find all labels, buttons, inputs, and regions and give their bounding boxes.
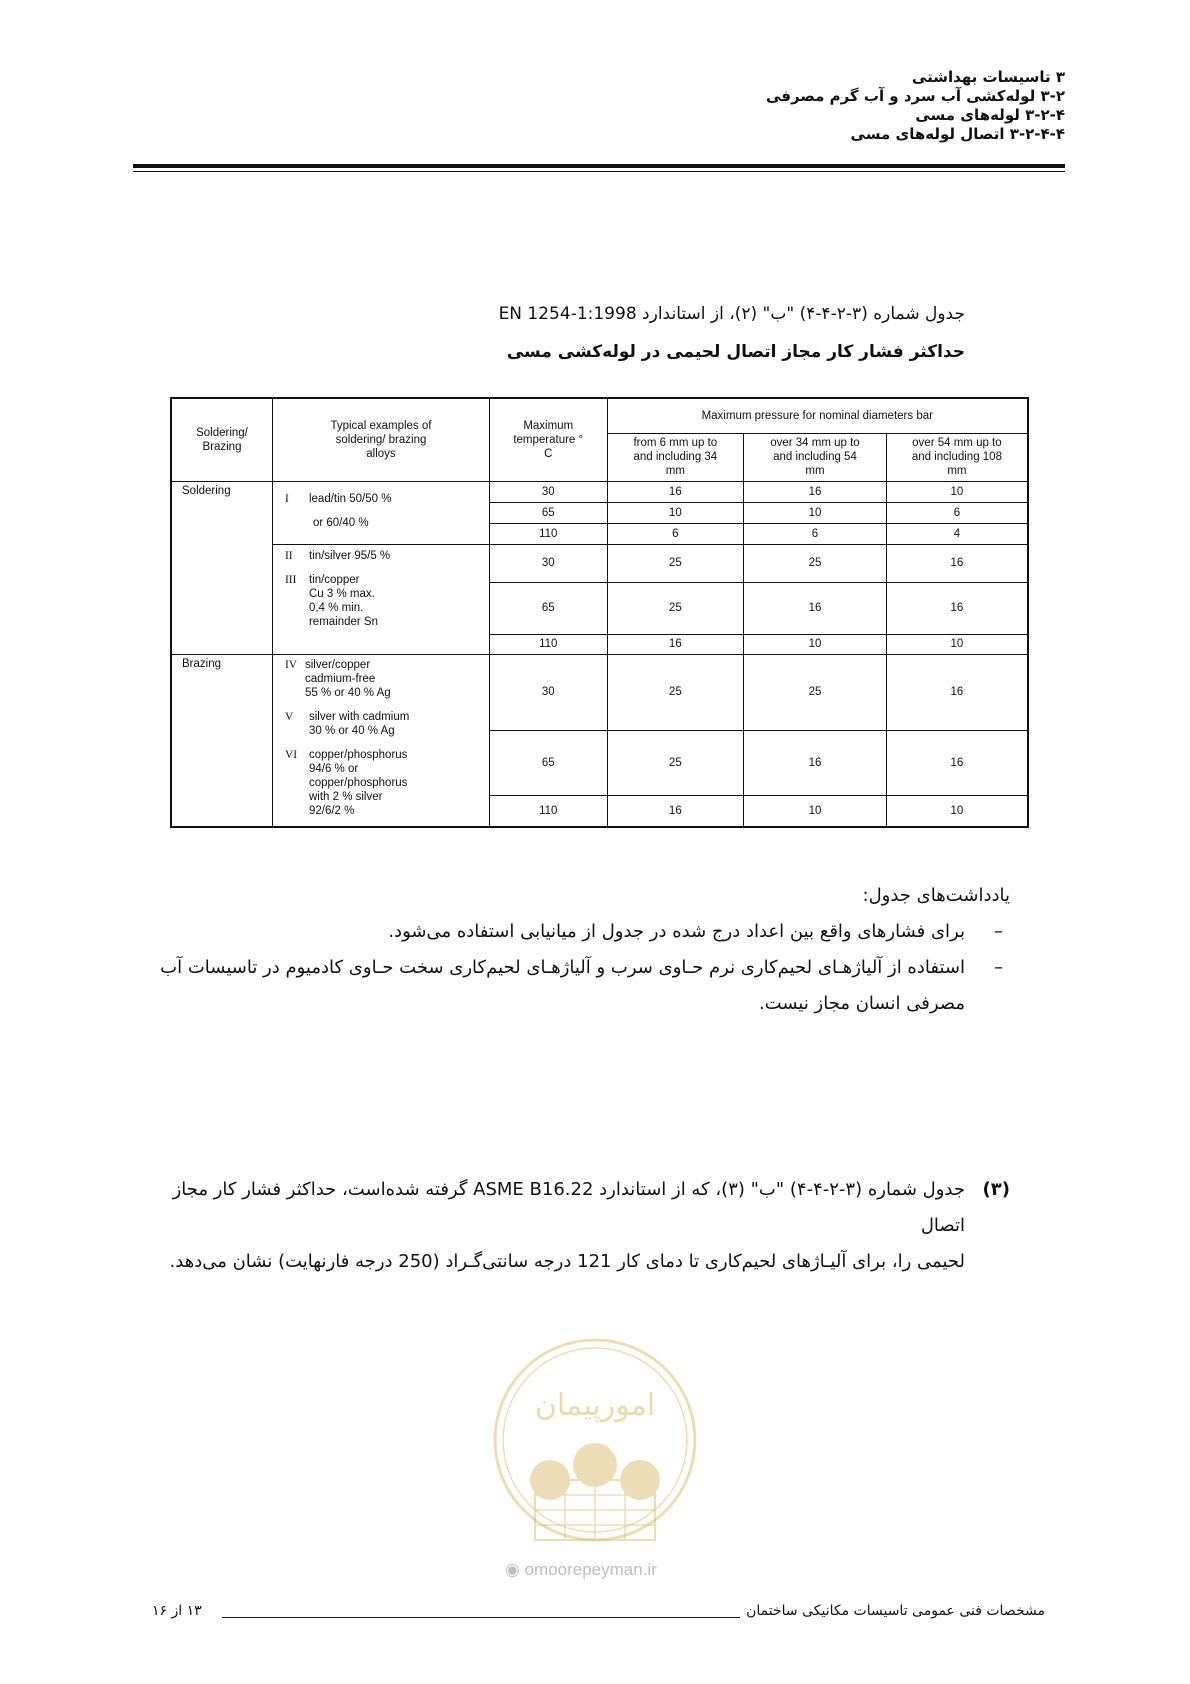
footer-rule (222, 1617, 740, 1618)
alloy-3-roman: III (284, 573, 297, 586)
table-cell: 110 (489, 523, 607, 544)
table-cell: 10 (886, 634, 1028, 654)
header-diameter-col1: from 6 mm up to and including 34 mm (607, 433, 744, 481)
notes-title: یادداشت‌های جدول: (862, 885, 1010, 906)
section-header (766, 68, 1065, 144)
header-line-3: ۳-۲-۴ لوله‌های مسی (915, 106, 1065, 124)
table-cell: 10 (886, 481, 1028, 502)
watermark-logo-text: امورپیمان (534, 1388, 656, 1423)
table-cell: 10 (744, 634, 887, 654)
watermark-globe-icon: ◉ (505, 1560, 520, 1579)
table-cell: 30 (489, 544, 607, 582)
note-2-line-1: استفاده از آلیاژهـای لحیم‌کاری نرم حـاوی سرب و آلیاژهـای لحیم‌کاری سخت حـاوی کادمیوم در تاسیسات آب (160, 957, 965, 978)
watermark-url (505, 1560, 657, 1580)
note-1-text: برای فشارهای واقع بین اعداد درج شده در جدول از میانیابی استفاده می‌شود. (388, 921, 965, 942)
table-cell: 16 (607, 795, 744, 827)
header-rule-thin (133, 171, 1065, 172)
header-max-temperature: Maximum temperature ° C (489, 398, 607, 481)
group-soldering: Soldering (171, 481, 272, 654)
table-cell: 16 (744, 730, 887, 795)
header-line-2: ۳-۲ لوله‌کشی آب سرد و آب گرم مصرفی (765, 87, 1065, 105)
alloy-5-text: silver with cadmium 30 % or 40 % Ag (308, 710, 410, 737)
table-cell: 16 (744, 582, 887, 634)
alloy-4-text: silver/copper cadmium-free 55 % or 40 % Ag (304, 658, 391, 699)
table-cell: 16 (886, 730, 1028, 795)
header-rule-thick (133, 164, 1065, 168)
table-cell: 110 (489, 795, 607, 827)
paragraph-line-1: جدول شماره (۳-۲-۴-۴) "ب" (۳)، که از استاندارد ASME B16.22 گرفته شده‌است، حداکثر فشار کار مجاز اتصال (172, 1179, 965, 1236)
table-caption-number: جدول شماره (۳-۲-۴-۴) "ب" (۲)، از استاندارد EN 1254-1:1998 (498, 304, 965, 324)
table-cell: 16 (607, 481, 744, 502)
table-cell: 25 (607, 582, 744, 634)
table-cell: 25 (607, 544, 744, 582)
table-cell: 25 (607, 730, 744, 795)
table-cell: 16 (607, 634, 744, 654)
table-cell: 65 (489, 730, 607, 795)
alloy-5-roman: V (284, 710, 294, 723)
alloy-6-text: copper/phosphorus 94/6 % or copper/phosphorus with 2 % silver 92/6/2 % (308, 748, 408, 817)
paragraph-3 (125, 1172, 965, 1280)
table-cell: 6 (886, 502, 1028, 523)
paragraph-number: (۳) (982, 1179, 1010, 1200)
table-cell: 65 (489, 582, 607, 634)
footer-title: مشخصات فنی عمومی تاسیسات مکانیکی ساختمان (746, 1603, 1045, 1619)
table-cell: 30 (489, 481, 607, 502)
table-cell: 10 (744, 502, 887, 523)
watermark-url-text: omoorepeyman.ir (524, 1560, 657, 1579)
table-cell: 25 (607, 654, 744, 730)
alloy-3-text: tin/copper Cu 3 % max. 0,4 % min. remainder Sn (308, 573, 379, 628)
group-brazing: Brazing (171, 654, 272, 827)
note-1-dash: – (994, 921, 1003, 942)
alloy-cell-4-6 (272, 654, 489, 827)
header-line-4: ۳-۲-۴-۴ اتصال لوله‌های مسی (850, 125, 1065, 143)
table-cell: 10 (744, 795, 887, 827)
pressure-table (170, 397, 1029, 828)
header-max-pressure: Maximum pressure for nominal diameters bar (607, 398, 1028, 433)
table-cell: 25 (744, 654, 887, 730)
alloy-4-roman: IV (284, 658, 298, 671)
table-cell: 10 (607, 502, 744, 523)
table-cell: 6 (744, 523, 887, 544)
alloy-2-roman: II (284, 549, 293, 562)
note-2 (125, 950, 1003, 1022)
header-soldering-brazing: Soldering/ Brazing (171, 398, 272, 481)
table-cell: 16 (744, 481, 887, 502)
table-cell: 16 (886, 544, 1028, 582)
alloy-cell-1 (272, 481, 489, 544)
alloy-2-text: tin/silver 95/5 % (308, 549, 391, 562)
table-caption-title: حداکثر فشار کار مجاز اتصال لحیمی در لوله‌کشی مسی (506, 342, 965, 362)
table-cell: 4 (886, 523, 1028, 544)
note-2-line-2: مصرفی انسان مجاز نیست. (758, 993, 965, 1014)
table-cell: 25 (744, 544, 887, 582)
alloy-cell-2-3 (272, 544, 489, 654)
header-line-1: ۳ تاسیسات بهداشتی (911, 68, 1065, 86)
footer-page-number: ۱۳ از ۱۶ (152, 1603, 202, 1619)
alloy-1-text-2: or 60/40 % (312, 516, 369, 529)
note-1 (125, 914, 1003, 950)
alloy-1-roman: I (284, 492, 289, 505)
header-diameter-col2: over 34 mm up to and including 54 mm (744, 433, 887, 481)
alloy-1-text: lead/tin 50/50 % (308, 492, 392, 505)
note-2-dash: – (994, 957, 1003, 978)
header-typical-examples: Typical examples of soldering/ brazing alloys (272, 398, 489, 481)
table-notes (110, 878, 1010, 914)
table-cell: 110 (489, 634, 607, 654)
alloy-6-roman: VI (284, 748, 298, 761)
table-cell: 6 (607, 523, 744, 544)
table-cell: 16 (886, 654, 1028, 730)
table-cell: 65 (489, 502, 607, 523)
header-diameter-col3: over 54 mm up to and including 108 mm (886, 433, 1028, 481)
paragraph-line-2: لحیمی را، برای آلیـاژهای لحیم‌کاری تا دمای کار 121 درجه سانتی‌گـراد (250 درجه فارنهایت) نشان می‌دهد. (169, 1251, 965, 1272)
table-cell: 10 (886, 795, 1028, 827)
watermark-logo (480, 1330, 710, 1570)
table-cell: 16 (886, 582, 1028, 634)
table-cell: 30 (489, 654, 607, 730)
